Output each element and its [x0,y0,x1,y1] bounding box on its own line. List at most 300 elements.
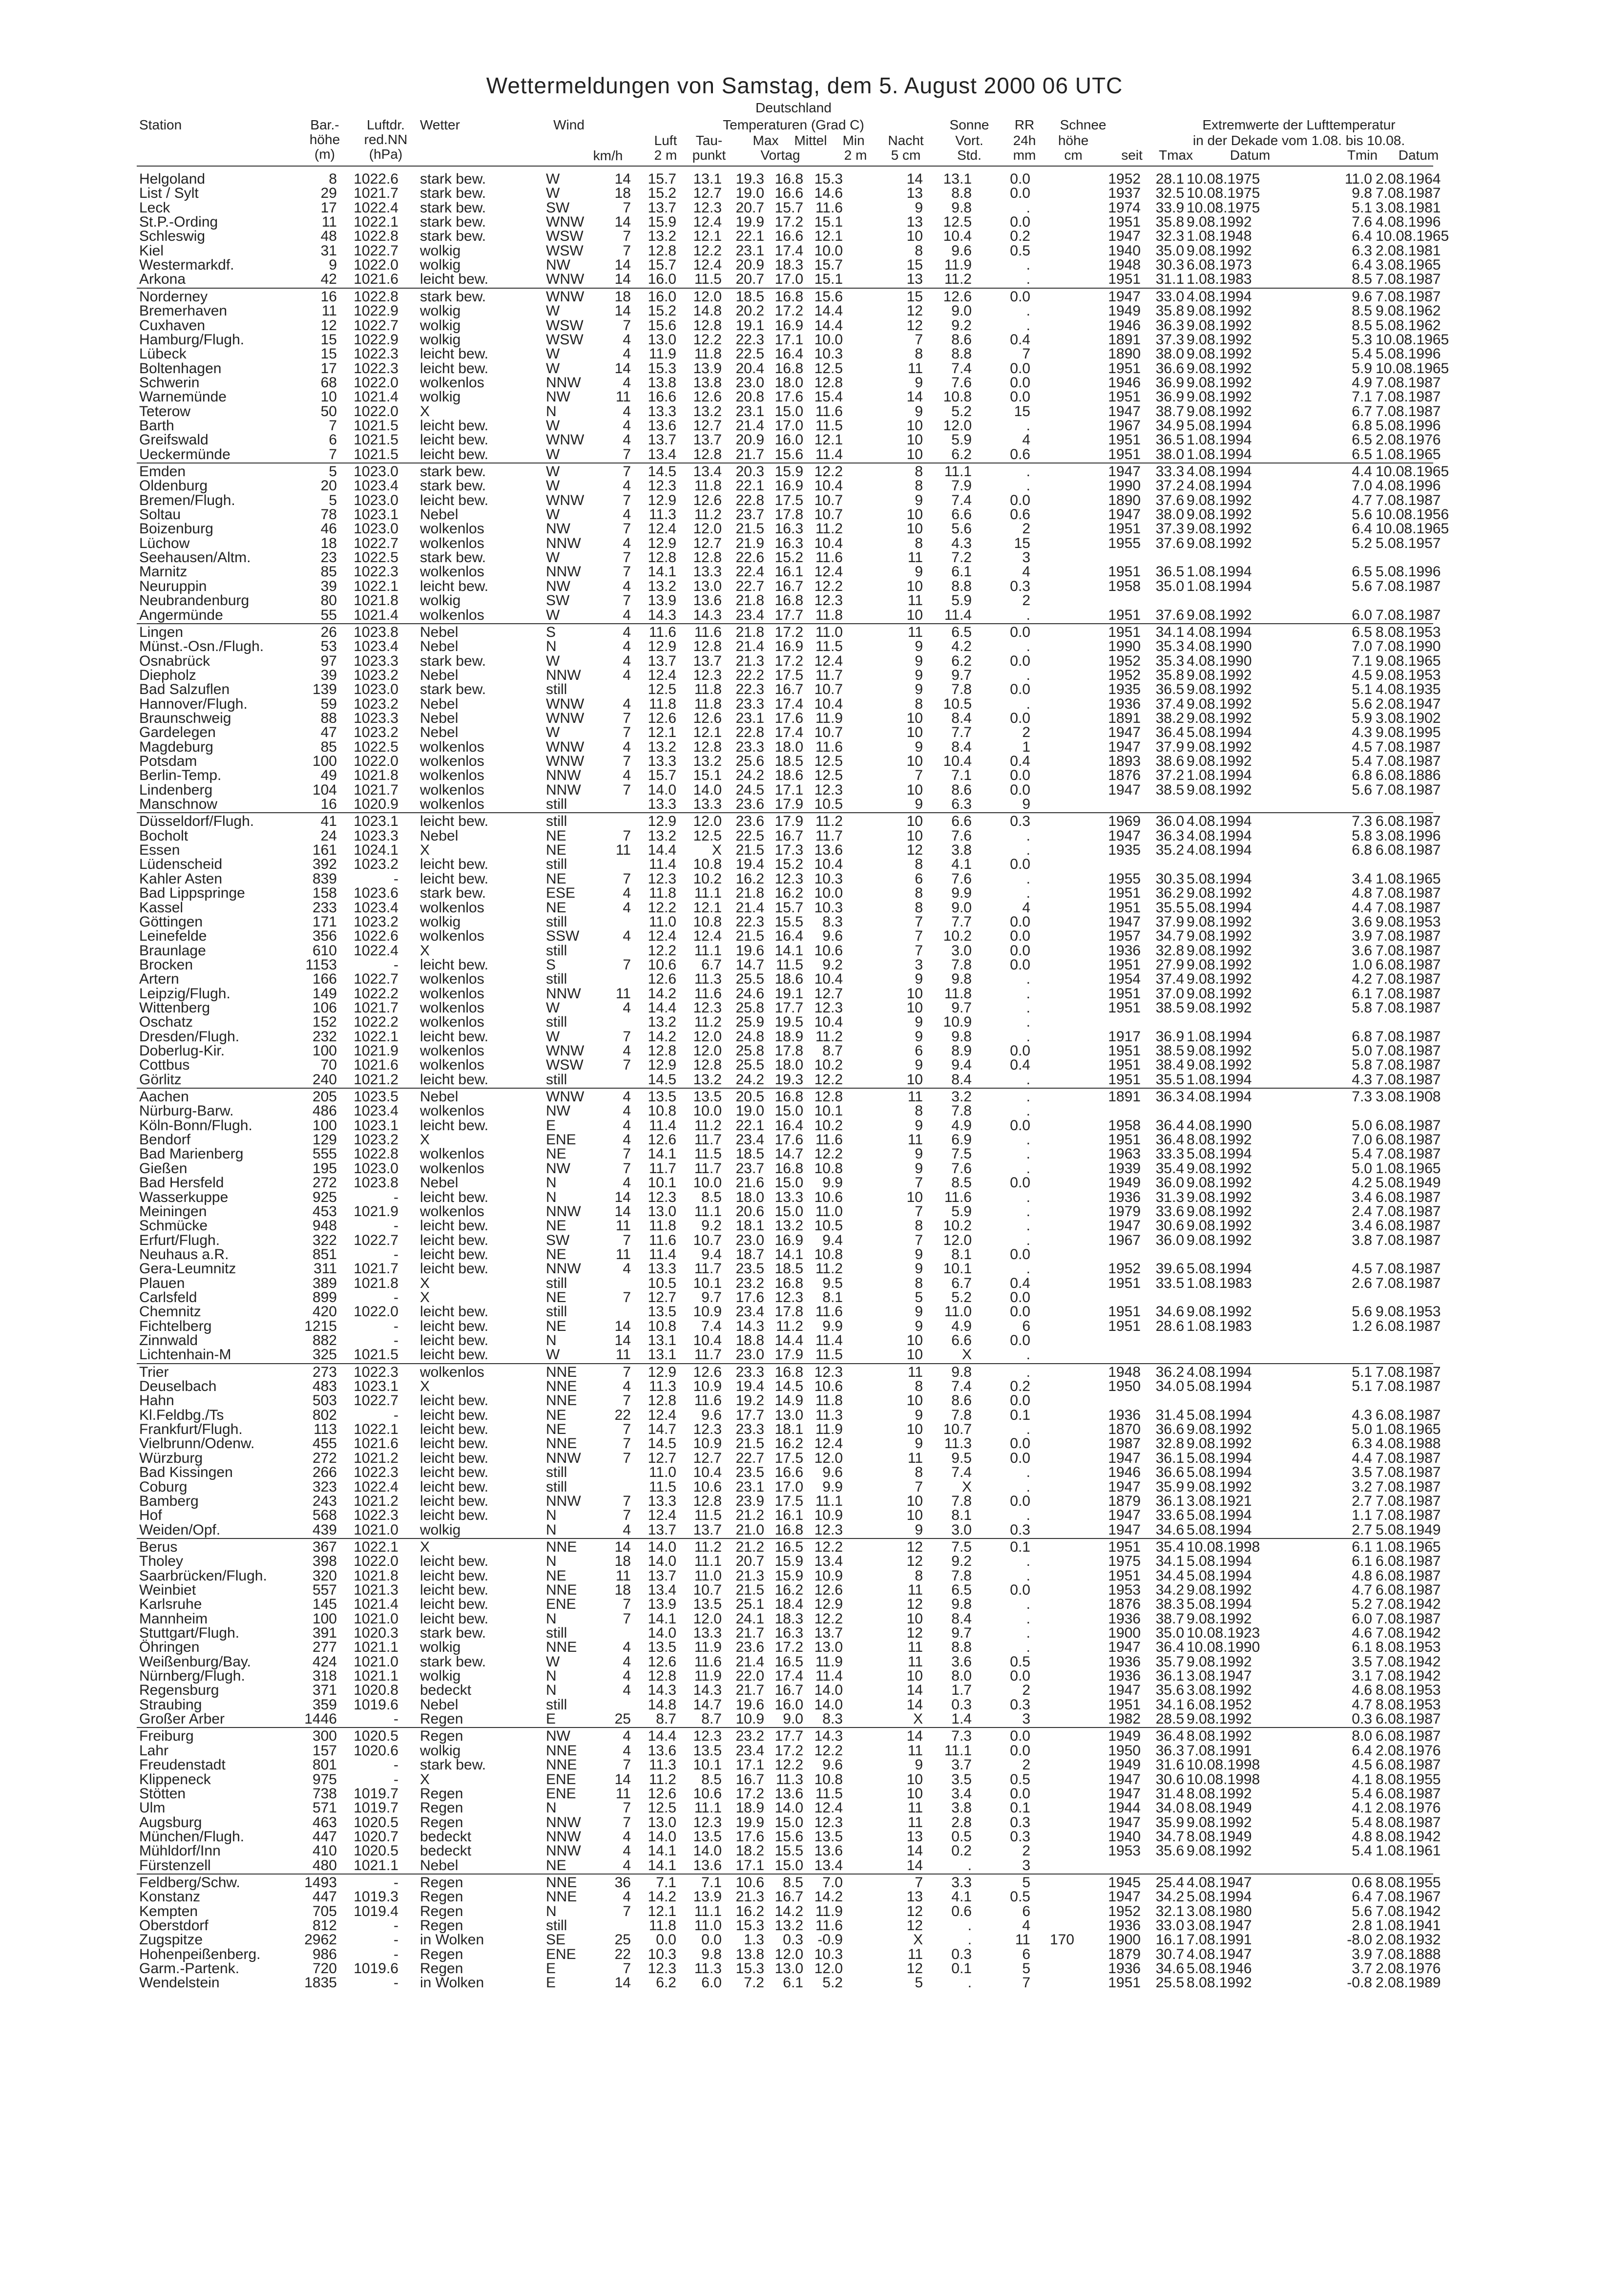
cell-temp-mean: 14.9 [774,1392,803,1409]
cell-record-tmin: 5.8 [1352,999,1372,1016]
cell-record-tmin: 0.3 [1352,1711,1372,1727]
cell-temp-air: 13.1 [648,1332,676,1348]
cell-temp-mean: 16.5 [774,1538,803,1555]
cell-temp-mean: 18.9 [774,1028,803,1045]
cell-station: Bad Hersfeld [139,1175,224,1191]
cell-weather: X [420,1132,430,1148]
cell-temp-mean: 14.4 [774,1332,803,1348]
cell-temp-night: 6 [915,870,923,887]
cell-record-tmin-date: 8.08.1953 [1376,1639,1441,1656]
cell-wind-direction: still [546,1917,567,1934]
cell-record-tmax-date: 9.08.1992 [1187,331,1252,348]
cell-record-tmax-date: 4.08.1990 [1187,653,1252,669]
cell-temp-min: 10.0 [814,242,843,259]
cell-record-tmax-date: 9.08.1992 [1187,1304,1252,1320]
cell-precipitation: . [1026,1261,1030,1277]
cell-temp-min: 10.8 [814,1246,843,1263]
cell-record-tmax-date: 5.08.1994 [1187,1507,1252,1524]
cell-temp-max: 23.1 [735,403,764,420]
cell-weather: Regen [420,1960,463,1977]
cell-wind-speed: 11 [615,985,631,1002]
cell-precipitation: 0.0 [1010,1117,1030,1134]
cell-baro-height: 18 [320,535,337,551]
cell-baro-height: 272 [312,1175,337,1191]
cell-record-tmax: 38.5 [1155,999,1184,1016]
cell-record-tmin-date: 7.08.1987 [1376,1146,1441,1162]
cell-station: Cottbus [139,1057,190,1074]
cell-temp-air: 13.9 [648,1596,676,1613]
cell-pressure: - [394,1189,398,1205]
cell-weather: leicht bew. [420,1450,489,1466]
cell-temp-min: 15.1 [814,271,843,288]
cell-temp-min: 13.4 [814,1857,843,1874]
cell-record-tmax-date: 9.08.1992 [1187,303,1252,319]
cell-wind-direction: S [546,956,556,973]
cell-record-tmin-date: 10.08.1965 [1376,521,1449,537]
cell-sunshine: 10.9 [943,1014,972,1031]
cell-precipitation: 2 [1022,1757,1030,1773]
cell-dewpoint: 12.8 [693,549,722,566]
cell-wind-speed: 11 [615,1347,631,1363]
cell-sunshine: 6.9 [951,1132,972,1148]
cell-record-tmax: 28.5 [1155,1711,1184,1727]
cell-record-tmax-date: 9.08.1992 [1187,781,1252,798]
cell-pressure: 1023.0 [354,1160,398,1177]
cell-sunshine: 7.5 [951,1538,972,1555]
cell-record-tmin-date: 1.08.1941 [1376,1917,1441,1934]
cell-sunshine: 9.5 [951,1450,972,1466]
cell-temp-mean: 11.5 [775,956,803,973]
cell-sunshine: 7.6 [951,827,972,844]
cell-pressure: 1022.4 [354,942,398,959]
cell-pressure: 1021.0 [354,1610,398,1627]
cell-record-tmax: 34.1 [1155,1696,1184,1713]
cell-record-tmin: 6.5 [1352,432,1372,448]
cell-sunshine: 4.9 [951,1318,972,1334]
cell-baro-height: 420 [312,1304,337,1320]
cell-temp-mean: 0.3 [783,1932,803,1948]
cell-station: Brocken [139,956,193,973]
cell-temp-air: 13.9 [648,592,676,609]
cell-station: Cuxhaven [139,317,206,334]
cell-wind-direction: N [546,403,557,420]
cell-temp-min: 12.7 [814,985,843,1002]
cell-precipitation: . [1026,999,1030,1016]
cell-record-tmin: 3.5 [1352,1653,1372,1670]
cell-record-tmax-date: 1.08.1983 [1187,1275,1252,1291]
cell-station: Greifswald [139,432,209,448]
cell-dewpoint: 12.3 [693,199,722,216]
cell-record-since: 1947 [1108,288,1141,305]
cell-station: Düsseldorf/Flugh. [139,813,254,830]
cell-temp-air: 14.4 [648,999,676,1016]
cell-temp-max: 21.4 [735,417,764,434]
cell-weather: leicht bew. [420,1596,489,1613]
cell-weather: stark bew. [420,185,486,202]
cell-precipitation: . [1026,1421,1030,1438]
cell-record-tmin-date: 7.08.1987 [1376,1043,1441,1059]
cell-dewpoint: 13.5 [693,1089,722,1105]
cell-dewpoint: 9.2 [701,1218,722,1234]
cell-temp-max: 21.0 [735,1521,764,1538]
cell-sunshine: 11.3 [944,1435,972,1452]
cell-sunshine: 8.8 [951,578,972,594]
cell-temp-max: 24.5 [735,781,764,798]
cell-record-tmax: 33.6 [1155,1203,1184,1220]
cell-pressure: 1021.8 [354,1567,398,1584]
cell-baro-height: 149 [312,985,337,1002]
cell-dewpoint: 7.4 [701,1318,722,1334]
cell-station: Lichtenhain-M [139,1347,231,1363]
cell-record-tmax-date: 8.08.1992 [1187,1785,1252,1802]
cell-pressure: 1022.0 [354,403,398,420]
cell-pressure: 1021.5 [354,446,398,463]
cell-temp-night: 7 [915,928,923,945]
header-station: Station [139,117,182,132]
cell-dewpoint: 11.5 [694,1507,722,1524]
cell-temp-max: 21.7 [735,446,764,463]
cell-pressure: - [394,1946,398,1962]
cell-record-tmin: 5.2 [1352,535,1372,551]
cell-record-since: 1945 [1108,1874,1141,1891]
cell-wind-speed: 7 [623,1160,631,1177]
cell-precipitation: 15 [1014,535,1030,551]
cell-dewpoint: 10.2 [693,870,722,887]
cell-weather: Nebel [420,724,459,741]
cell-weather: Nebel [420,667,459,683]
cell-record-since: 1953 [1108,1581,1141,1598]
cell-temp-mean: 17.6 [774,710,803,726]
header-taupunkt-2: punkt [692,147,726,163]
cell-record-since: 1979 [1108,1203,1141,1220]
cell-temp-night: 9 [915,971,923,988]
cell-temp-air: 14.1 [648,564,676,580]
cell-dewpoint: 12.0 [693,288,722,305]
cell-record-tmax-date: 9.08.1992 [1187,389,1252,405]
cell-wind-direction: NW [546,521,570,537]
cell-temp-air: 15.7 [648,767,676,784]
cell-temp-mean: 13.0 [774,1407,803,1423]
cell-baro-height: 557 [312,1581,337,1598]
cell-temp-mean: 17.5 [774,492,803,508]
cell-wind-speed: 7 [623,710,631,726]
cell-dewpoint: 12.5 [693,827,722,844]
cell-record-tmax: 34.6 [1155,1960,1184,1977]
cell-pressure: 1021.8 [354,1275,398,1291]
cell-temp-min: 10.7 [814,506,843,523]
cell-record-tmax-date: 4.08.1994 [1187,813,1252,830]
cell-temp-min: 10.6 [814,1378,843,1395]
cell-record-tmax: 33.9 [1155,199,1184,216]
cell-wind-direction: still [546,813,567,830]
cell-temp-max: 23.4 [735,607,764,623]
cell-record-tmin-date: 7.08.1990 [1376,638,1441,655]
cell-record-tmin-date: 7.08.1987 [1376,1028,1441,1045]
cell-record-tmin-date: 8.08.1942 [1376,1828,1441,1845]
cell-temp-max: 17.1 [735,1757,764,1773]
cell-wind-direction: E [546,1960,556,1977]
cell-record-tmin-date: 7.08.1987 [1376,403,1441,420]
cell-temp-max: 19.0 [735,185,764,202]
cell-precipitation: 2 [1022,592,1030,609]
cell-record-since: 1954 [1108,971,1141,988]
cell-precipitation: 0.0 [1010,1392,1030,1409]
cell-temp-air: 0.0 [656,1932,676,1948]
cell-record-tmax: 35.4 [1155,1538,1184,1555]
cell-record-tmin: 4.1 [1352,1771,1372,1788]
cell-record-since: 1951 [1108,999,1141,1016]
cell-wind-speed: 14 [614,303,631,319]
cell-weather: Nebel [420,1089,459,1105]
cell-temp-mean: 17.5 [774,1450,803,1466]
cell-record-tmin: 5.4 [1352,1785,1372,1802]
cell-record-since: 1936 [1108,1917,1141,1934]
cell-record-tmax-date: 1.08.1948 [1187,228,1252,245]
cell-temp-max: 23.2 [735,1275,764,1291]
cell-precipitation: 0.0 [1010,624,1030,640]
cell-temp-mean: 17.4 [774,724,803,741]
cell-station: Braunschweig [139,710,231,726]
cell-record-tmax: 36.5 [1155,564,1184,580]
cell-station: Plauen [139,1275,185,1291]
cell-station: Wasserkuppe [139,1189,229,1205]
cell-temp-air: 12.1 [648,724,676,741]
cell-station: Fürstenzell [139,1857,211,1874]
cell-temp-air: 14.0 [648,1828,676,1845]
cell-precipitation: 0.0 [1010,1668,1030,1685]
cell-wind-direction: NNW [546,535,581,551]
cell-dewpoint: 12.4 [693,214,722,231]
header-datum-min: Datum [1398,147,1439,163]
cell-record-tmax-date: 9.08.1992 [1187,607,1252,623]
cell-record-since: 1951 [1108,1304,1141,1320]
cell-temp-air: 11.7 [648,1160,676,1177]
cell-temp-mean: 16.8 [774,1089,803,1105]
cell-sunshine: 9.6 [951,242,972,259]
cell-baro-height: 802 [312,1407,337,1423]
cell-baro-height: 20 [320,478,337,494]
cell-temp-air: 13.1 [648,1347,676,1363]
cell-baro-height: 359 [312,1696,337,1713]
cell-temp-mean: 17.6 [774,1132,803,1148]
cell-temp-mean: 16.8 [774,592,803,609]
cell-record-tmax: 36.0 [1155,1175,1184,1191]
cell-wind-speed: 4 [623,1828,631,1845]
header-schnee-2: höhe [1058,133,1089,148]
cell-temp-min: 11.6 [815,1304,843,1320]
cell-baro-height: 104 [312,781,337,798]
cell-record-since: 1955 [1108,870,1141,887]
cell-pressure: 1022.4 [354,199,398,216]
cell-wind-speed: 7 [623,1450,631,1466]
cell-record-tmax-date: 9.08.1992 [1187,521,1252,537]
cell-wind-direction: still [546,796,567,813]
cell-pressure: - [394,1757,398,1773]
cell-record-tmax: 37.2 [1155,767,1184,784]
cell-record-tmin-date: 6.08.1987 [1376,1711,1441,1727]
cell-sunshine: 6.7 [951,1275,972,1291]
cell-pressure: 1021.7 [354,781,398,798]
cell-record-tmax: 31.3 [1155,1189,1184,1205]
cell-sunshine: 3.5 [951,1771,972,1788]
cell-record-tmin-date: 7.08.1888 [1376,1946,1441,1962]
cell-record-tmin: 6.4 [1352,521,1372,537]
cell-dewpoint: 12.0 [693,1043,722,1059]
cell-temp-air: 11.6 [648,1232,676,1248]
cell-record-tmax-date: 9.08.1992 [1187,242,1252,259]
cell-temp-night: 10 [906,724,923,741]
cell-record-tmin-date: 6.08.1987 [1376,1567,1441,1584]
cell-wind-speed: 14 [614,271,631,288]
cell-station: München/Flugh. [139,1828,245,1845]
cell-record-tmin-date: 6.08.1987 [1376,956,1441,973]
cell-wind-direction: NE [546,1218,566,1234]
cell-temp-max: 14.3 [735,1318,764,1334]
cell-record-tmax: 35.9 [1155,1478,1184,1495]
cell-dewpoint: 14.3 [693,607,722,623]
cell-wind-direction: NNW [546,1843,581,1859]
cell-temp-min: 12.5 [814,360,843,377]
cell-temp-mean: 18.1 [774,1421,803,1438]
cell-station: Bamberg [139,1493,199,1509]
cell-temp-air: 12.5 [648,681,676,698]
cell-record-since: 1947 [1108,1521,1141,1538]
cell-temp-air: 11.8 [648,885,676,902]
cell-record-tmin: 9.6 [1352,288,1372,305]
cell-temp-max: 19.1 [735,317,764,334]
cell-record-tmin: 4.8 [1352,885,1372,902]
cell-dewpoint: 12.8 [693,1493,722,1509]
cell-weather: bedeckt [420,1843,472,1859]
cell-baro-height: 463 [312,1814,337,1831]
cell-precipitation: 0.0 [1010,171,1030,187]
cell-station: Freudenstadt [139,1757,226,1773]
cell-temp-night: 8 [915,463,923,480]
cell-record-tmin-date: 6.08.1987 [1376,842,1441,859]
cell-precipitation: 6 [1022,1946,1030,1962]
cell-record-tmax-date: 9.08.1992 [1187,1843,1252,1859]
cell-record-since: 1947 [1108,1478,1141,1495]
cell-baro-height: 10 [320,389,337,405]
cell-station: Bad Lippspringe [139,885,245,902]
cell-pressure: 1023.6 [354,885,398,902]
cell-temp-max: 21.8 [735,624,764,640]
cell-temp-air: 11.0 [648,1464,676,1481]
cell-weather: Nebel [420,827,459,844]
cell-pressure: - [394,1332,398,1348]
cell-record-since: 1947 [1108,1639,1141,1656]
cell-wind-speed: 18 [614,1581,631,1598]
cell-sunshine: 8.6 [951,781,972,798]
cell-baro-height: 705 [312,1903,337,1919]
cell-precipitation: . [1026,257,1030,274]
cell-record-since: 1952 [1108,667,1141,683]
cell-station: Schwerin [139,374,200,391]
cell-dewpoint: 10.9 [693,1435,722,1452]
cell-record-tmax-date: 9.08.1992 [1187,710,1252,726]
cell-temp-mean: 12.2 [774,1757,803,1773]
cell-station: Boltenhagen [139,360,222,377]
cell-wind-direction: NNW [546,1493,581,1509]
cell-temp-min: 10.8 [814,1771,843,1788]
cell-baro-height: 273 [312,1364,337,1380]
cell-weather: wolkenlos [420,999,484,1016]
cell-wind-speed: 7 [623,1289,631,1306]
cell-precipitation: . [1026,1478,1030,1495]
cell-temp-max: 22.7 [735,1450,764,1466]
cell-sunshine: 9.7 [951,1625,972,1641]
header-extremwerte-1: Extremwerte der Lufttemperatur [1202,117,1396,132]
cell-temp-max: 19.2 [735,1392,764,1409]
cell-temp-max: 18.5 [735,288,764,305]
cell-temp-mean: 15.6 [774,1828,803,1845]
cell-wind-speed: 7 [623,492,631,508]
cell-temp-night: 10 [906,813,923,830]
cell-record-tmin-date: 7.08.1987 [1376,374,1441,391]
cell-temp-mean: 16.2 [774,1581,803,1598]
cell-baro-height: 7 [329,446,337,463]
cell-weather: leicht bew. [420,1347,489,1363]
cell-station: Wendelstein [139,1975,220,1991]
cell-station: Erfurt/Flugh. [139,1232,220,1248]
cell-record-tmax: 37.4 [1155,971,1184,988]
cell-temp-min: 14.4 [814,317,843,334]
cell-temp-max: 1.3 [744,1932,764,1948]
cell-temp-max: 24.8 [735,1028,764,1045]
cell-wind-speed: 4 [623,1043,631,1059]
cell-record-tmin: 4.5 [1352,667,1372,683]
cell-temp-air: 11.3 [648,506,676,523]
cell-temp-night: 11 [907,1653,923,1670]
cell-record-tmax-date: 5.08.1994 [1187,1378,1252,1395]
cell-record-tmin: 7.3 [1352,813,1372,830]
cell-dewpoint: 0.0 [701,1932,722,1948]
cell-record-tmin: 3.7 [1352,1960,1372,1977]
cell-pressure: 1022.3 [354,1364,398,1380]
cell-record-tmax: 38.4 [1155,1057,1184,1074]
cell-temp-min: 12.2 [814,1610,843,1627]
cell-dewpoint: 13.3 [693,796,722,813]
cell-record-tmin: 6.8 [1352,842,1372,859]
cell-temp-max: 23.6 [735,1639,764,1656]
cell-dewpoint: 12.0 [693,521,722,537]
cell-record-tmin-date: 7.08.1987 [1376,1464,1441,1481]
cell-record-tmax: 16.1 [1155,1932,1184,1948]
cell-record-tmin-date: 2.08.1976 [1376,1800,1441,1816]
cell-temp-max: 22.1 [735,1117,764,1134]
header-kmh: km/h [593,148,623,163]
cell-temp-air: 8.7 [656,1711,676,1727]
cell-pressure: 1024.1 [354,842,398,859]
cell-sunshine: 3.4 [951,1785,972,1802]
cell-record-tmin: 1.0 [1352,956,1372,973]
cell-wind-direction: NE [546,1246,566,1263]
cell-weather: wolkenlos [420,985,484,1002]
cell-temp-mean: 17.4 [774,1668,803,1685]
cell-station: Bad Kissingen [139,1464,233,1481]
cell-record-since: 1990 [1108,638,1141,655]
cell-baro-height: 1446 [304,1711,337,1727]
cell-precipitation: . [1026,1203,1030,1220]
cell-record-tmax-date: 4.08.1994 [1187,478,1252,494]
cell-dewpoint: 13.7 [693,1521,722,1538]
cell-wind-speed: 7 [623,592,631,609]
cell-temp-air: 12.3 [648,870,676,887]
cell-dewpoint: 10.4 [693,1332,722,1348]
cell-temp-max: 24.1 [735,1610,764,1627]
cell-record-tmin-date: 4.08.1988 [1376,1435,1441,1452]
cell-baro-height: 8 [329,171,337,187]
